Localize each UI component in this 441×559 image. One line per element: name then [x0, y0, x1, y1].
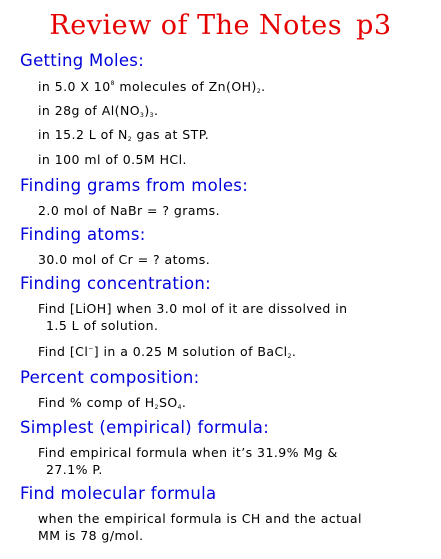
page-number: p3 — [356, 10, 392, 41]
percent-item-1: Find % comp of $H_2SO_4$. — [38, 395, 187, 411]
molecular-item-1-line-2: MM is 78 g/mol. — [38, 528, 144, 543]
moles-item-4: in 100 ml of 0.5M HCl. — [38, 152, 187, 167]
atoms-item-1: 30.0 mol of Cr = ? atoms. — [38, 252, 211, 267]
molecular-item-1 — [38, 510, 362, 544]
moles-item-1: in 5.0 X $10^8$ molecules of $Zn(OH)_2$. — [38, 79, 266, 95]
title-text: Review of The Notes — [49, 10, 343, 41]
molecular-item-1-line-1: when the empirical formula is CH and the actual — [38, 511, 362, 526]
heading-empirical-formula: Simplest (empirical) formula: — [20, 418, 270, 437]
heading-molecular-formula: Find molecular formula — [20, 484, 217, 503]
heading-getting-moles: Getting Moles: — [20, 51, 145, 70]
grams-item-1: 2.0 mol of NaBr = ? grams. — [38, 203, 220, 218]
concentration-item-1-line-2: 1.5 L of solution. — [46, 318, 159, 333]
heading-finding-atoms: Finding atoms: — [20, 225, 146, 244]
moles-item-3: in 15.2 L of $N_2$ gas at STP. — [38, 127, 210, 143]
empirical-item-1-line-1: Find empirical formula when it’s 31.9% Mg & — [38, 445, 338, 460]
empirical-item-1-line-2: 27.1% P. — [46, 462, 103, 477]
moles-item-2: in 28g of $Al(NO_3)_3$. — [38, 103, 159, 119]
concentration-item-2: Find [Cl−] in a 0.25 M solution of BaCl$_2$. — [38, 344, 297, 360]
slide-title — [0, 10, 441, 42]
heading-finding-grams: Finding grams from moles: — [20, 176, 249, 195]
empirical-item-1 — [38, 444, 338, 478]
heading-percent-composition: Percent composition: — [20, 368, 200, 387]
heading-finding-concentration: Finding concentration: — [20, 274, 212, 293]
concentration-item-1-line-1: Find [LiOH] when 3.0 mol of it are dissolved in — [38, 301, 348, 316]
concentration-item-1 — [38, 300, 348, 334]
